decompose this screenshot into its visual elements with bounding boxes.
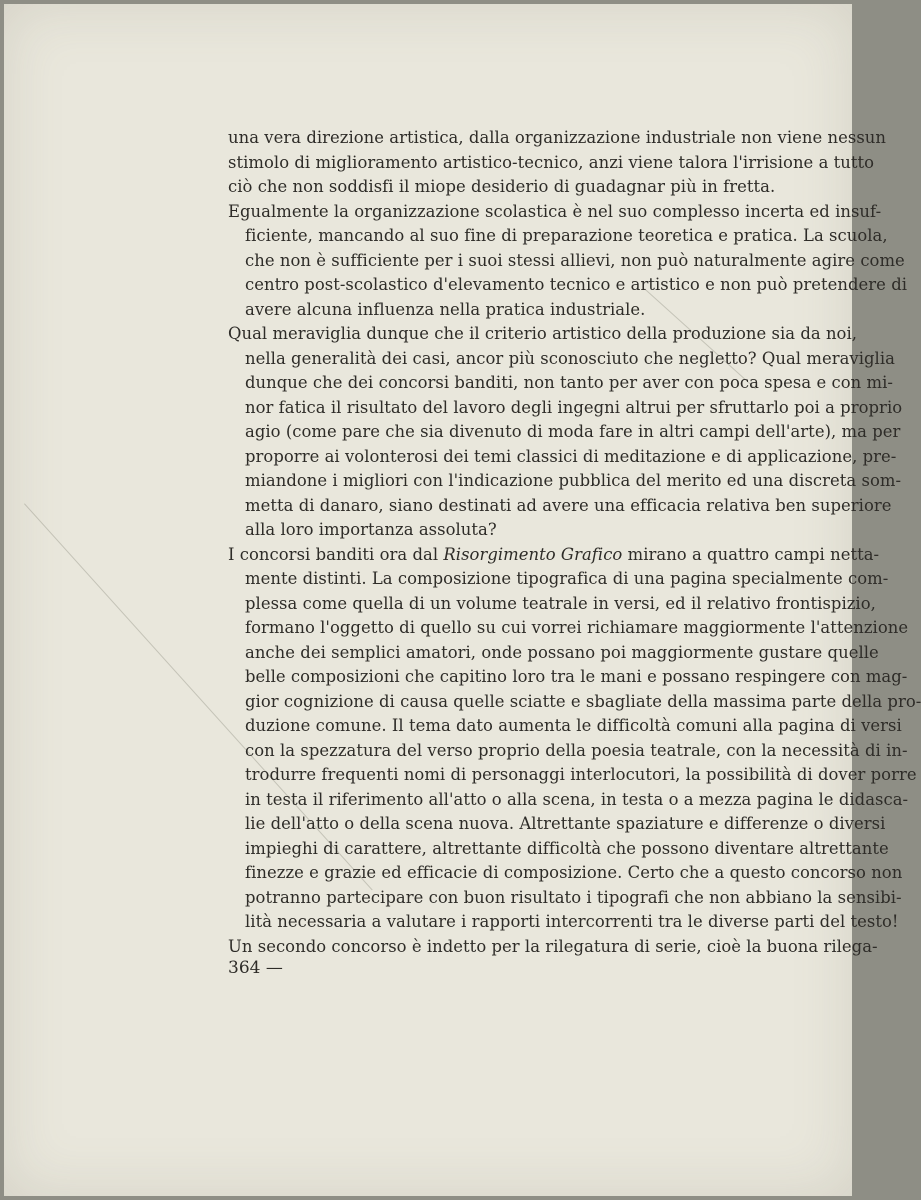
page-number: 364 — (228, 958, 283, 978)
text-line: trodurre frequenti nomi di personaggi interlocutori, la possibilità di dover porre (245, 765, 917, 784)
text-line: una vera direzione artistica, dalla organizzazione industriale non viene nessun (228, 128, 886, 147)
text-line (228, 543, 880, 567)
text-line: metta di danaro, siano destinati ad avere una efficacia relativa ben superiore (245, 495, 892, 515)
text-line: nella generalità dei casi, ancor più sconosciuto che negletto? Qual meraviglia (245, 348, 895, 368)
text-line: mente distinti. La composizione tipografica di una pagina specialmente com- (245, 569, 889, 588)
text-line: impieghi di carattere, altrettante difficoltà che possono diventare altrettante (245, 838, 889, 858)
text-line: agio (come pare che sia divenuto di moda fare in altri campi dell'arte), ma per (245, 422, 901, 441)
text-line: dunque che dei concorsi banditi, non tanto per aver con poca spesa e con mi- (245, 373, 893, 392)
text-line: lità necessaria a valutare i rapporti intercorrenti tra le diverse parti del testo! (245, 912, 899, 931)
text-line: che non è sufficiente per i suoi stessi allievi, non può naturalmente agire come (245, 250, 905, 270)
book-page (4, 4, 921, 1196)
line-segment: I concorsi banditi ora dal (228, 544, 444, 564)
text-line: ciò che non soddisfi il miope desiderio di guadagnar più in fretta. (228, 177, 776, 196)
text-line: Qual meraviglia dunque che il criterio artistico della produzione sia da noi, (228, 324, 858, 343)
text-line: in testa il riferimento all'atto o alla scena, in testa o a mezza pagina le didasca- (245, 789, 909, 809)
text-line: centro post-scolastico d'elevamento tecnico e artistico e non può pretendere di (245, 275, 908, 294)
text-line: belle composizioni che capitino loro tra le mani e possano respingere con mag- (245, 667, 908, 686)
text-line: formano l'oggetto di quello su cui vorrei richiamare maggiormente l'attenzione (245, 618, 909, 637)
text-line: ficiente, mancando al suo fine di preparazione teoretica e pratica. La scuola, (245, 226, 888, 245)
text-line: duzione comune. Il tema dato aumenta le difficoltà comuni alla pagina di versi (245, 716, 902, 735)
text-line: avere alcuna influenza nella pratica industriale. (245, 299, 646, 319)
periodical-title: Risorgimento Grafico (443, 544, 623, 564)
text-line: miandone i migliori con l'indicazione pubblica del merito ed una discreta som- (245, 471, 902, 490)
text-line: potranno partecipare con buon risultato i tipografi che non abbiano la sensibi- (245, 887, 902, 907)
text-line: stimolo di miglioramento artistico-tecnico, anzi viene talora l'irrisione a tutto (228, 152, 875, 172)
text-line: Egualmente la organizzazione scolastica è nel suo complesso incerta ed insuf- (228, 201, 882, 221)
text-line: proporre ai volonterosi dei temi classici di meditazione e di applicazione, pre- (245, 446, 897, 466)
text-line: nor fatica il risultato del lavoro degli ingegni altrui per sfruttarlo poi a proprio (245, 397, 903, 417)
text-line: anche dei semplici amatori, onde possano poi maggiormente gustare quelle (245, 642, 879, 662)
text-line: plessa come quella di un volume teatrale in versi, ed il relativo frontispizio, (245, 593, 876, 613)
text-line: finezze e grazie ed efficacie di composizione. Certo che a questo concorso non (245, 863, 903, 882)
text-line: lie dell'atto o della scena nuova. Altrettante spaziature e differenze o diversi (245, 814, 886, 833)
line-segment: mirano a quattro campi netta- (622, 544, 880, 564)
text-line: gior cognizione di causa quelle sciatte e sbagliate della massima parte della pro- (245, 691, 921, 711)
text-line: alla loro importanza assoluta? (245, 520, 497, 539)
text-line: Un secondo concorso è indetto per la rilegatura di serie, cioè la buona rilega- (228, 936, 878, 956)
text-line: con la spezzatura del verso proprio della poesia teatrale, con la necessità di in- (245, 740, 908, 760)
